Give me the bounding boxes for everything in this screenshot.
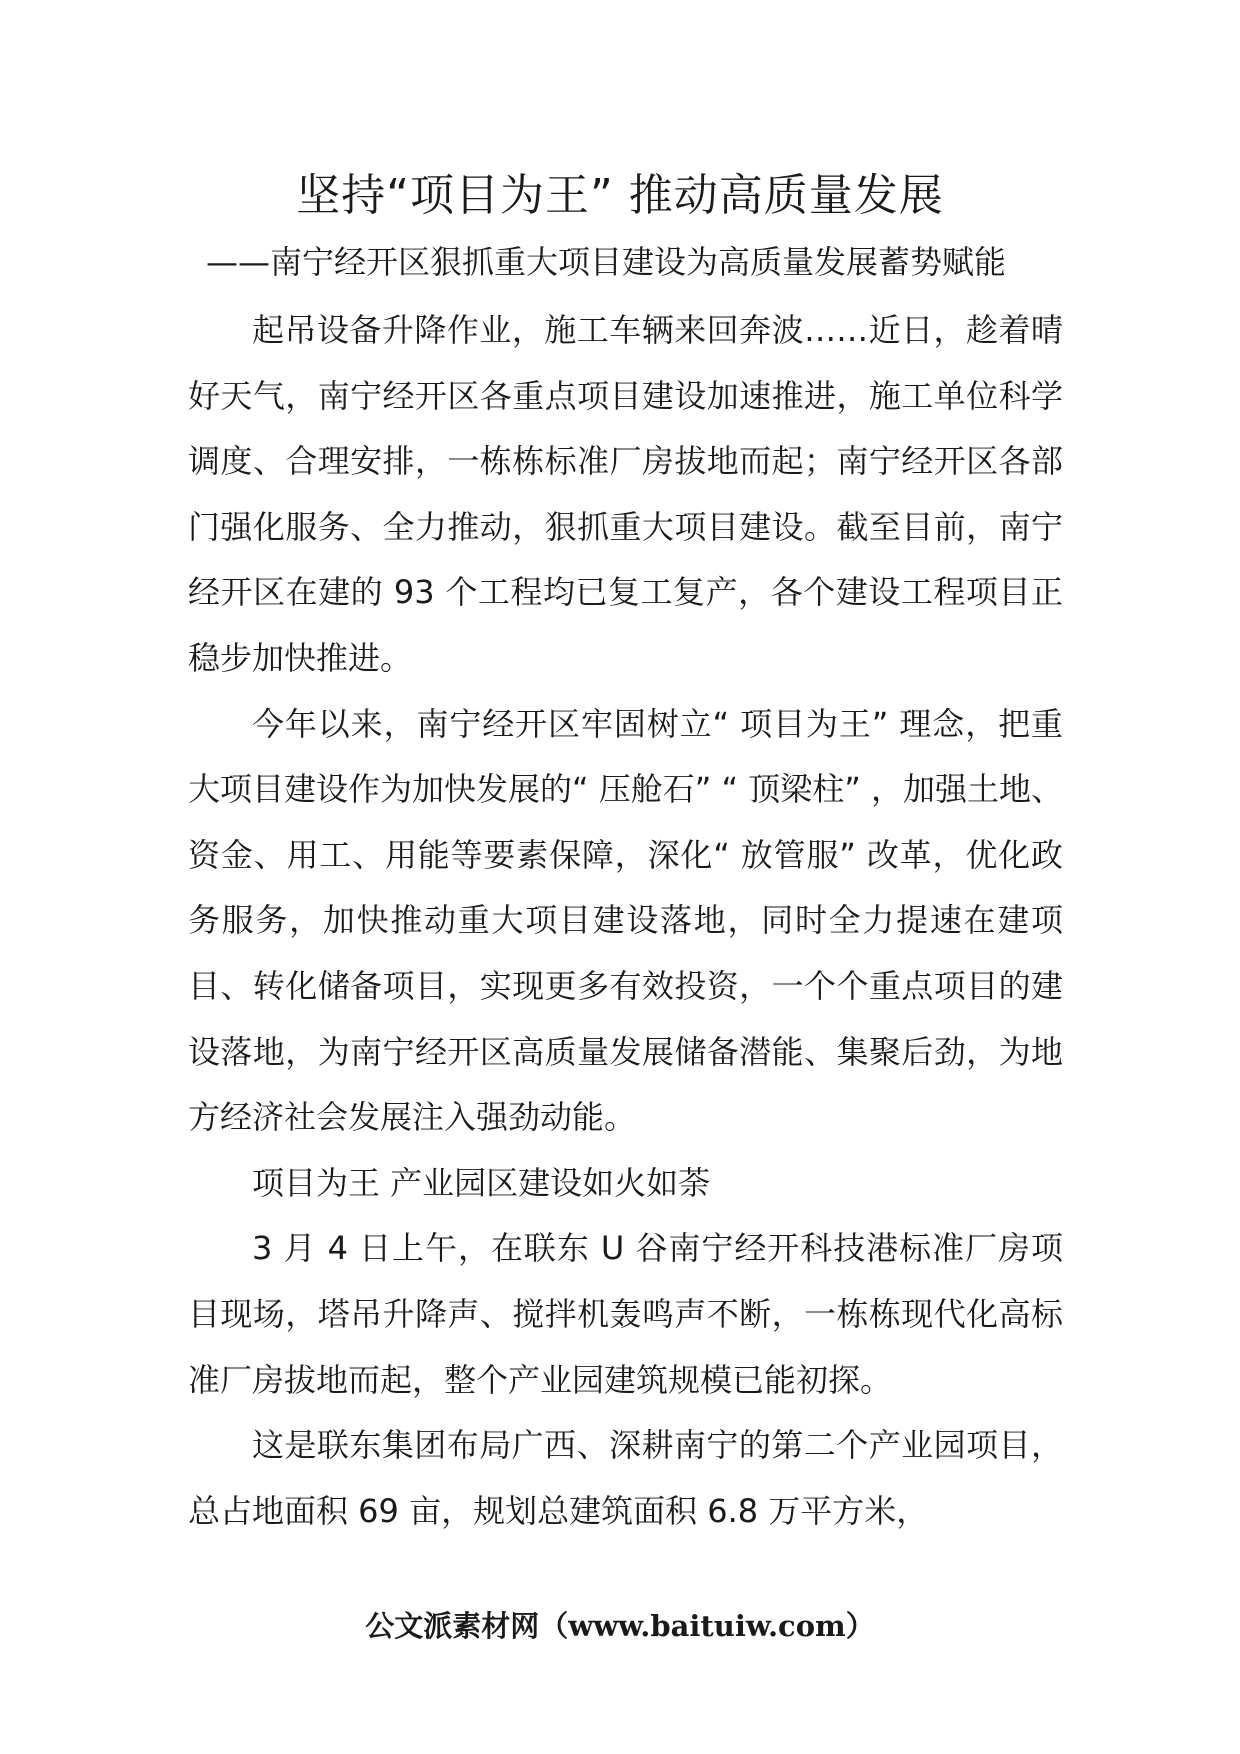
paragraph: 起吊设备升降作业，施工车辆来回奔波……近日，趁着晴好天气，南宁经开区各重点项目建设加速推进，施工单位科学调度、合理安排，一栋栋标准厂房拔地而起；南宁经开区各部门强化服务、全力推动，狠抓重大项目建设。截至目前，南宁经开区在建的 93 个工程均已复工复产，各个建设工程项目正稳步加快推进。	[188, 311, 1063, 677]
section-heading: 项目为王 产业园区建设如火如荼	[252, 1163, 711, 1202]
footer-watermark: 公文派素材网（www.baituiw.com）	[365, 1609, 875, 1643]
article-body	[188, 298, 1063, 1544]
page-title: 坚持“项目为王” 推动高质量发展	[296, 170, 944, 221]
paragraph: 这是联东集团布局广西、深耕南宁的第二个产业园项目，总占地面积 69 亩，规划总建筑面积 6.8 万平方米，	[188, 1426, 1063, 1530]
paragraph: 3 月 4 日上午，在联东 U 谷南宁经开科技港标准厂房项目现场，塔吊升降声、搅拌机轰鸣声不断，一栋栋现代化高标准厂房拔地而起，整个产业园建筑规模已能初探。	[188, 1229, 1063, 1399]
page-subtitle: ——南宁经开区狠抓重大项目建设为高质量发展蓄势赋能	[206, 243, 1007, 281]
paragraph: 今年以来，南宁经开区牢固树立“ 项目为王” 理念，把重大项目建设作为加快发展的“ 压舱石” “ 顶梁柱” ，加强土地、资金、用工、用能等要素保障，深化“ 放管服” 改革，优化政务服务，加快推动重大项目建设落地，同时全力提速在建项目、转化储备项目，实现更多有效投资，一个个重点项目的建设落地，为南宁经开区高质量发展储备潜能、集聚后劲，为地方经济社会发展注入强劲动能。	[188, 704, 1064, 1137]
